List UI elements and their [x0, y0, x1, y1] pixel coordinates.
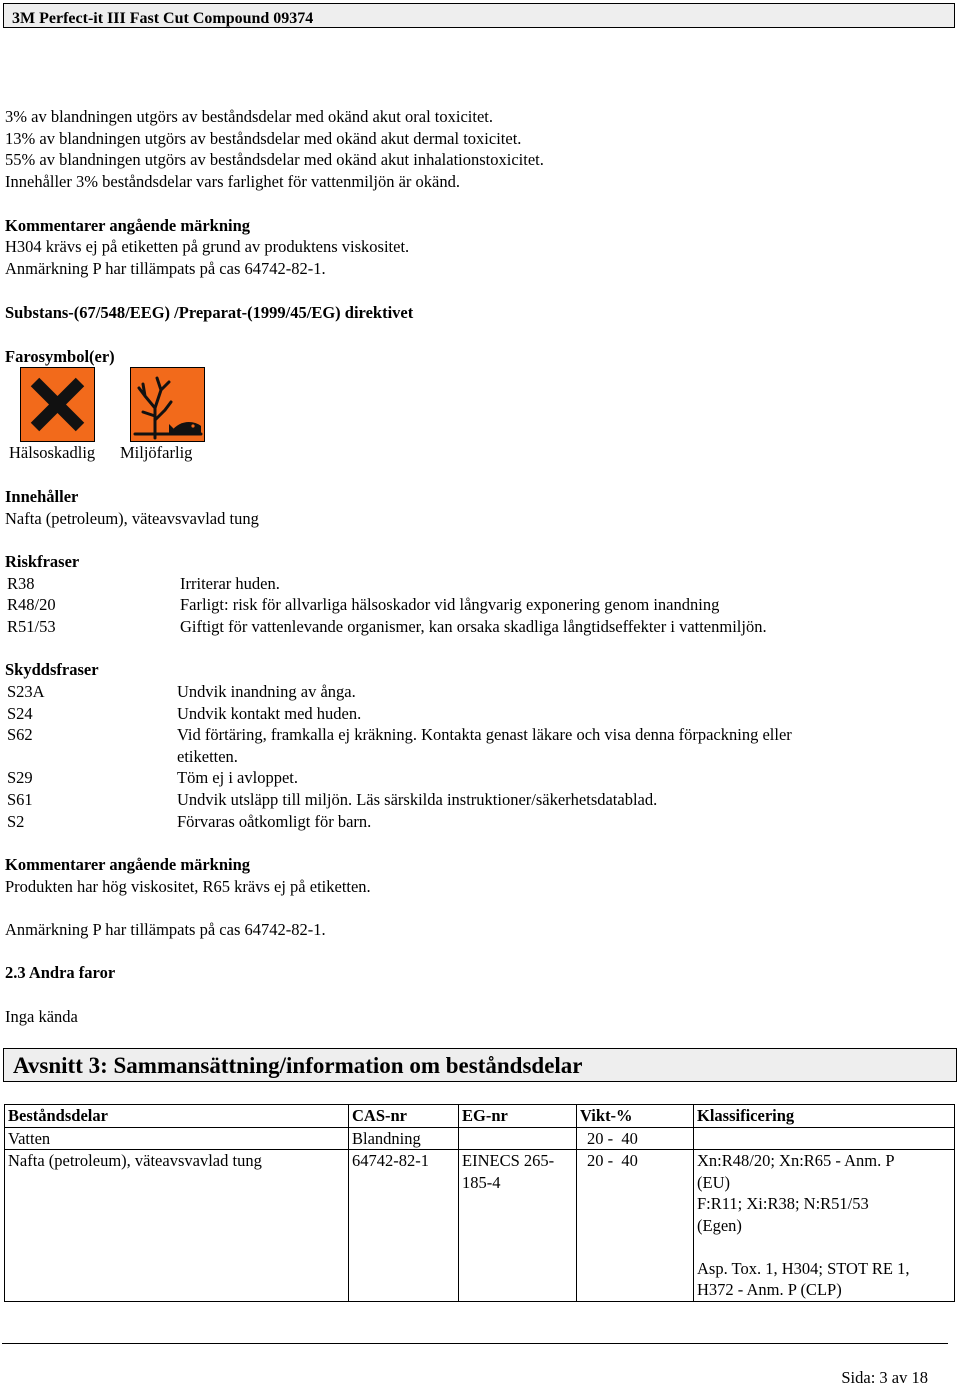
label-comment-line: Produkten har hög viskositet, R65 krävs ej på etiketten. — [5, 877, 371, 896]
table-cell: 20 - 40 — [577, 1150, 694, 1302]
document-title: 3M Perfect-it III Fast Cut Compound 09374 — [12, 10, 314, 27]
safety-code: S2 — [7, 812, 25, 831]
table-cell: Blandning — [349, 1127, 459, 1150]
harmful-x-icon — [20, 367, 95, 442]
section-title: Avsnitt 3: Sammansättning/information om beståndsdelar — [13, 1053, 583, 1078]
intro-line: 55% av blandningen utgörs av beståndsdelar med okänd akut inhalationstoxicitet. — [5, 150, 544, 169]
safety-phrases-heading: Skyddsfraser — [5, 660, 99, 679]
hazard-symbol-label: Miljöfarlig — [120, 443, 193, 462]
safety-code: S24 — [7, 704, 33, 723]
cell-line: Asp. Tox. 1, H304; STOT RE 1, — [697, 1258, 910, 1278]
document-header-bar — [3, 3, 955, 28]
table-cell: Vatten — [5, 1127, 349, 1150]
contains-text: Nafta (petroleum), väteavsvavlad tung — [5, 509, 259, 528]
safety-code: S61 — [7, 790, 33, 809]
other-hazards-heading: 2.3 Andra faror — [5, 963, 116, 982]
safety-text: Töm ej i avloppet. — [177, 768, 298, 787]
composition-table — [4, 1104, 955, 1302]
column-header: CAS-nr — [349, 1105, 459, 1128]
footer-divider — [2, 1343, 948, 1344]
other-hazards-text: Inga kända — [5, 1007, 78, 1026]
intro-line: 3% av blandningen utgörs av beståndsdelar med okänd akut oral toxicitet. — [5, 107, 493, 126]
table-row — [5, 1127, 955, 1150]
risk-text: Irriterar huden. — [180, 574, 280, 593]
directive-heading: Substans-(67/548/EEG) /Preparat-(1999/45/EG) direktivet — [5, 303, 414, 322]
hazard-symbol-label: Hälsoskadlig — [9, 443, 96, 462]
table-header-row — [5, 1105, 955, 1128]
table-row — [5, 1150, 955, 1302]
risk-code: R38 — [7, 574, 35, 593]
section-header-bar — [3, 1048, 957, 1082]
cell-line: EINECS 265- — [462, 1151, 555, 1170]
label-comment-line: Anmärkning P har tillämpats på cas 64742-82-1. — [5, 920, 326, 939]
safety-text: Undvik utsläpp till miljön. Läs särskilda instruktioner/säkerhetsdatablad. — [177, 790, 658, 809]
label-comment-heading: Kommentarer angående märkning — [5, 855, 251, 874]
table-cell — [459, 1150, 577, 1302]
table-cell — [459, 1127, 577, 1150]
column-header: Vikt-% — [577, 1105, 694, 1128]
cell-line: H372 - Anm. P (CLP) — [697, 1280, 842, 1299]
intro-line: 13% av blandningen utgörs av beståndsdelar med okänd akut dermal toxicitet. — [5, 129, 522, 148]
label-comment-heading: Kommentarer angående märkning — [5, 216, 251, 235]
risk-code: R48/20 — [7, 595, 56, 614]
table-cell: 20 - 40 — [577, 1127, 694, 1150]
risk-text: Giftigt för vattenlevande organismer, kan orsaka skadliga långtidseffekter i vattenmiljön. — [180, 617, 767, 636]
safety-text: Undvik kontakt med huden. — [177, 704, 362, 723]
label-comment-line: Anmärkning P har tillämpats på cas 64742-82-1. — [5, 259, 326, 278]
column-header: Klassificering — [694, 1105, 955, 1128]
safety-text: etiketten. — [177, 747, 238, 766]
cell-spacer — [697, 1236, 951, 1258]
risk-phrases-heading: Riskfraser — [5, 552, 80, 571]
table-cell — [694, 1150, 955, 1302]
table-cell: 64742-82-1 — [349, 1150, 459, 1302]
safety-code: S62 — [7, 725, 33, 744]
cell-line: 185-4 — [462, 1172, 501, 1192]
dead-tree-fish-icon — [130, 367, 205, 442]
column-header: EG-nr — [459, 1105, 577, 1128]
safety-text: Vid förtäring, framkalla ej kräkning. Kontakta genast läkare och visa denna förpackning eller — [177, 725, 792, 744]
table-cell: Nafta (petroleum), väteavsvavlad tung — [5, 1150, 349, 1302]
safety-text: Undvik inandning av ånga. — [177, 682, 356, 701]
page-number: Sida: 3 av 18 — [841, 1368, 928, 1387]
risk-code: R51/53 — [7, 617, 56, 636]
label-comment-line: H304 krävs ej på etiketten på grund av produktens viskositet. — [5, 237, 410, 256]
cell-line: F:R11; Xi:R38; N:R51/53 — [697, 1194, 869, 1213]
contains-heading: Innehåller — [5, 487, 79, 506]
intro-line: Innehåller 3% beståndsdelar vars farlighet för vattenmiljön är okänd. — [5, 172, 460, 191]
column-header: Beståndsdelar — [5, 1105, 349, 1128]
cell-line: Xn:R48/20; Xn:R65 - Anm. P — [697, 1151, 895, 1170]
table-cell — [694, 1127, 955, 1150]
safety-code: S23A — [7, 682, 45, 701]
safety-code: S29 — [7, 768, 33, 787]
cell-line: (Egen) — [697, 1215, 742, 1235]
hazard-symbol-heading: Farosymbol(er) — [5, 347, 115, 366]
safety-text: Förvaras oåtkomligt för barn. — [177, 812, 372, 831]
risk-text: Farligt: risk för allvarliga hälsoskador vid långvarig exponering genom inandning — [180, 595, 720, 614]
cell-line: (EU) — [697, 1172, 730, 1192]
